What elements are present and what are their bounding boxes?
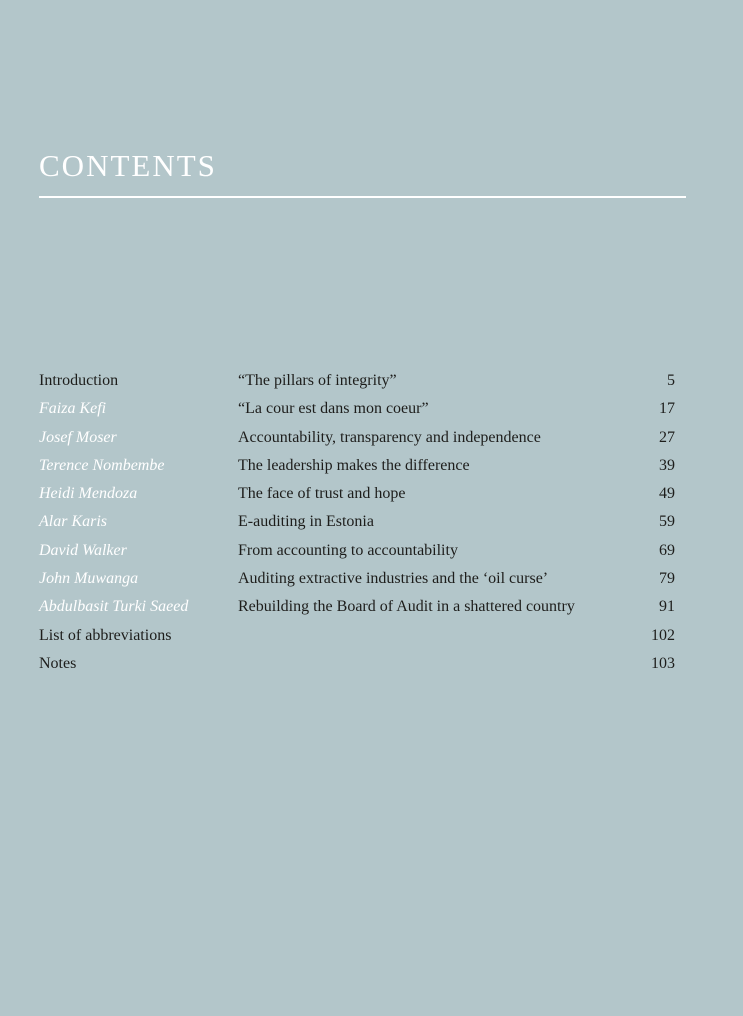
toc-page-number: 103	[651, 654, 675, 672]
toc-row[interactable]	[39, 565, 675, 593]
toc-author: Introduction	[39, 372, 119, 389]
toc-page-number: 91	[659, 598, 675, 616]
toc-page-number: 102	[651, 626, 675, 644]
toc-author: John Muwanga	[39, 570, 139, 588]
toc-page-number: 27	[659, 428, 675, 446]
toc-row[interactable]	[39, 622, 675, 650]
toc-title: Auditing extractive industries and the ‘oil curse’	[238, 570, 549, 588]
toc-row[interactable]	[39, 395, 675, 423]
toc-author: List of abbreviations	[39, 626, 172, 644]
toc-title: E-auditing in Estonia	[238, 513, 374, 531]
toc-title: From accounting to accountability	[238, 541, 458, 559]
toc-page-number: 17	[659, 400, 675, 418]
toc-author: Terence Nombembe	[39, 456, 165, 474]
toc-author: David Walker	[39, 541, 127, 559]
toc-row[interactable]	[39, 452, 675, 480]
toc-author: Abdulbasit Turki Saeed	[39, 598, 189, 616]
toc-row[interactable]	[39, 593, 675, 621]
toc-title: “La cour est dans mon coeur”	[238, 400, 429, 418]
toc-row[interactable]	[39, 367, 675, 395]
toc-row[interactable]	[39, 480, 675, 508]
toc-title: “The pillars of integrity”	[238, 372, 397, 389]
toc-page-number: 5	[667, 372, 675, 389]
toc-title: Rebuilding the Board of Audit in a shattered country	[238, 598, 575, 616]
toc-page-number: 59	[659, 513, 675, 531]
toc-author: Faiza Kefi	[39, 400, 107, 418]
toc-author: Josef Moser	[39, 428, 117, 446]
toc-title: The face of trust and hope	[238, 485, 406, 503]
toc-author: Alar Karis	[39, 513, 108, 531]
toc-page-number: 49	[659, 485, 675, 503]
table-of-contents	[39, 367, 675, 678]
toc-page-number: 39	[659, 456, 675, 474]
toc-row[interactable]	[39, 508, 675, 536]
toc-author: Notes	[39, 654, 77, 672]
toc-author: Heidi Mendoza	[39, 485, 138, 503]
page-title: CONTENTS	[39, 148, 217, 183]
title-rule	[39, 196, 686, 198]
toc-title: The leadership makes the difference	[238, 456, 470, 474]
toc-row[interactable]	[39, 650, 675, 678]
toc-title: Accountability, transparency and independence	[238, 428, 541, 446]
toc-row[interactable]	[39, 424, 675, 452]
toc-row[interactable]	[39, 537, 675, 565]
toc-page-number: 69	[659, 541, 675, 559]
toc-page-number: 79	[659, 570, 675, 588]
